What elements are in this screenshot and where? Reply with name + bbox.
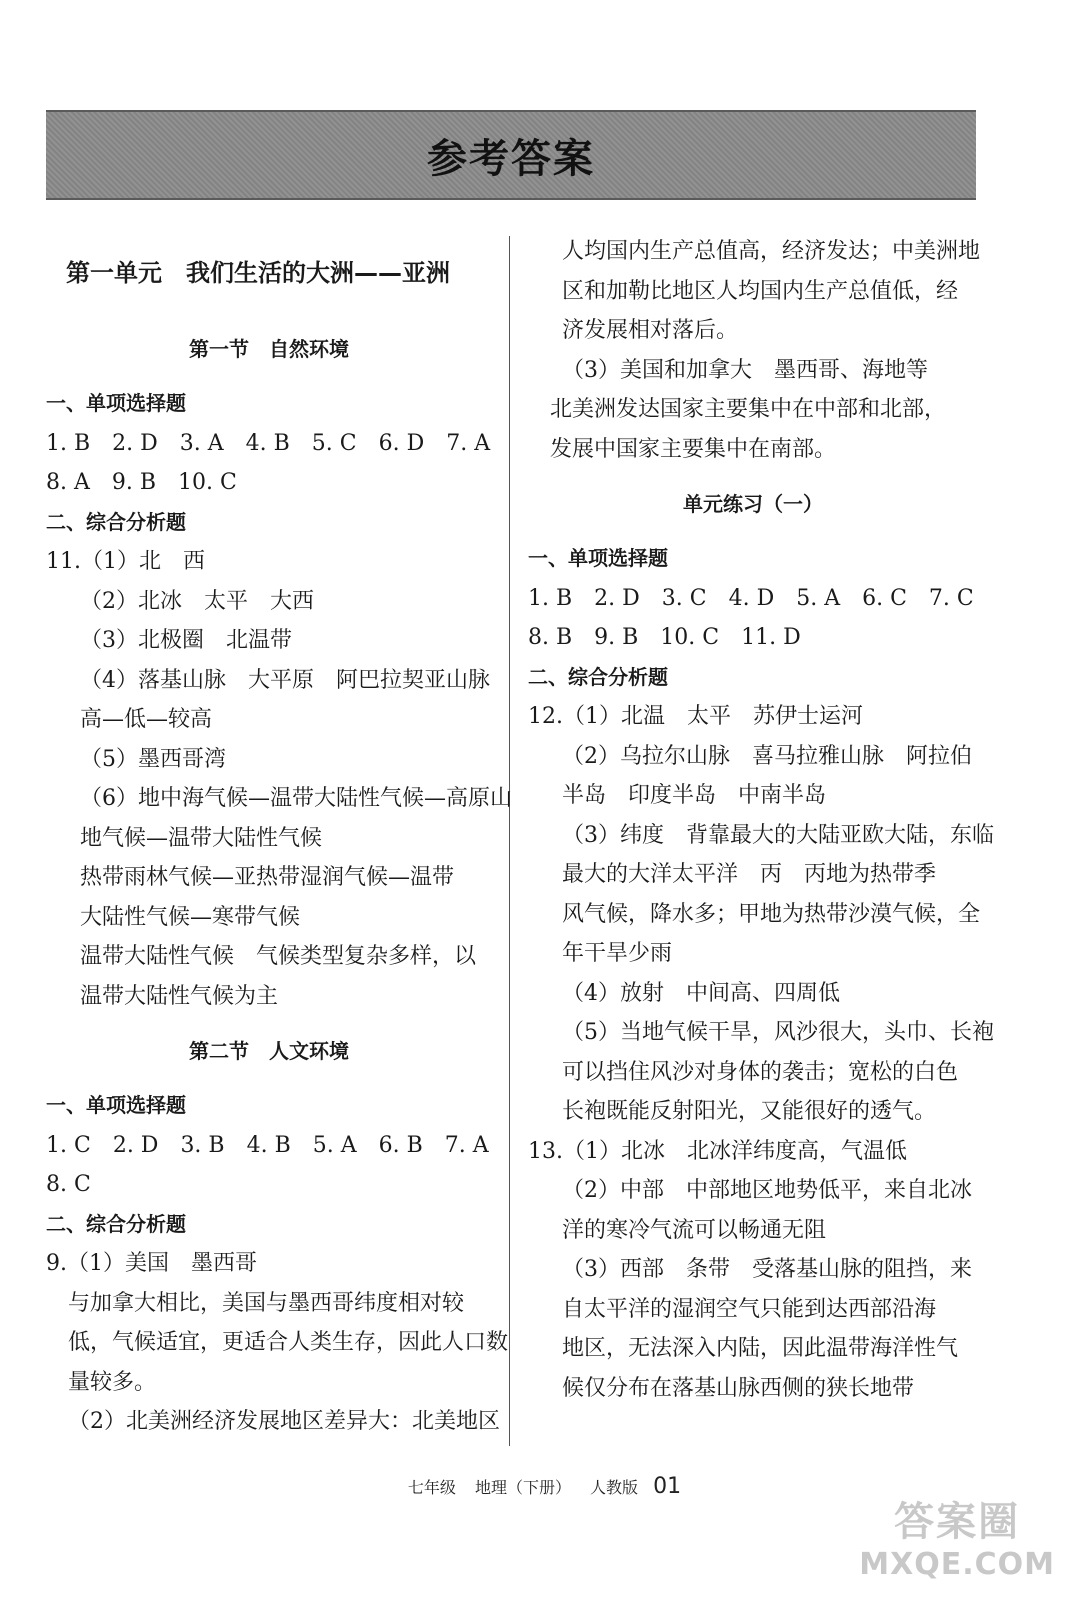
right-column (528, 232, 994, 1408)
unit-title: 第一单元 我们生活的大洲——亚洲 (66, 259, 450, 287)
answer-line: （2）中部 中部地区地势低平，来自北冰 (562, 1178, 972, 1203)
answer-line: （2）北美洲经济发展地区差异大：北美地区 (68, 1409, 500, 1434)
answer-line: （4）落基山脉 大平原 阿巴拉契亚山脉 (80, 667, 490, 693)
watermark-cn: 答案圈 (894, 1499, 1021, 1545)
answer-line: 温带大陆性气候 气候类型复杂多样，以 (80, 944, 477, 969)
footer-grade: 七年级 (407, 1478, 456, 1497)
answer-line: 1. B 2. D 3. A 4. B 5. C 6. D 7. A (46, 430, 491, 456)
answer-line: 区和加勒比地区人均国内生产总值低，经 (562, 278, 959, 304)
answer-line: （2）北冰 太平 大西 (80, 588, 314, 614)
answer-line: （2）乌拉尔山脉 喜马拉雅山脉 阿拉伯 (562, 743, 972, 769)
answer-line: （3）西部 条带 受落基山脉的阻挡，来 (562, 1257, 972, 1282)
left-column (46, 232, 512, 1442)
question-type-heading: 一、单项选择题 (528, 546, 668, 570)
answer-line: 8. C (46, 1172, 91, 1197)
answer-line: 北美洲发达国家主要集中在中部和北部， (550, 397, 947, 422)
answer-line: （3）美国和加拿大 墨西哥、海地等 (562, 357, 928, 383)
answer-line: 半岛 印度半岛 中南半岛 (562, 783, 827, 808)
answer-line: 长袍既能反射阳光，又能很好的透气。 (562, 1099, 937, 1124)
answer-line: 8. A 9. B 10. C (46, 470, 237, 495)
answer-line: 温带大陆性气候为主 (80, 983, 279, 1009)
answer-line: 候仅分布在落基山脉西侧的狭长地带 (562, 1375, 915, 1401)
answer-line: （5）当地气候干旱，风沙很大，头巾、长袍 (562, 1020, 994, 1045)
answer-line: 11.（1）北 西 (46, 549, 205, 574)
footer-edition: 人教版 (590, 1478, 639, 1497)
answer-line: 12.（1）北温 太平 苏伊士运河 (528, 704, 863, 729)
section-title-natural: 第一节 自然环境 (189, 337, 349, 361)
answer-line: 可以挡住风沙对身体的袭击；宽松的白色 (562, 1059, 959, 1085)
page-number: 01 (653, 1474, 682, 1499)
answer-line: 发展中国家主要集中在南部。 (550, 436, 837, 462)
answer-line: 8. B 9. B 10. C 11. D (528, 625, 801, 650)
answer-line: 大陆性气候—寒带气候 (80, 904, 301, 930)
answer-line: （5）墨西哥湾 (80, 746, 226, 772)
answer-line: 洋的寒冷气流可以畅通无阻 (562, 1217, 827, 1243)
answer-line: 1. C 2. D 3. B 4. B 5. A 6. B 7. A (46, 1132, 489, 1158)
section-title-unit-exercise: 单元练习（一） (683, 492, 823, 516)
question-type-heading: 二、综合分析题 (46, 509, 186, 534)
site-watermark (859, 1490, 1055, 1582)
banner-title: 参考答案 (427, 135, 595, 182)
answer-line: 地气候—温带大陆性气候 (80, 825, 323, 851)
answer-line: 自太平洋的湿润空气只能到达西部沿海 (562, 1296, 937, 1322)
answer-line: 人均国内生产总值高，经济发达；中美洲地 (562, 239, 981, 264)
question-type-heading: 一、单项选择题 (46, 1093, 186, 1117)
answer-line: 量较多。 (68, 1369, 157, 1395)
answer-line: 最大的大洋太平洋 丙 丙地为热带季 (562, 862, 937, 887)
section-title-human: 第二节 人文环境 (189, 1039, 349, 1063)
answer-line: 热带雨林气候—亚热带湿润气候—温带 (80, 865, 455, 890)
answer-line: 年干旱少雨 (562, 941, 673, 966)
answer-line: 高—低—较高 (80, 707, 213, 732)
answer-line: （4）放射 中间高、四周低 (562, 980, 840, 1006)
answer-line: 地区，无法深入内陆，因此温带海洋性气 (562, 1336, 959, 1361)
answer-banner (46, 110, 976, 200)
question-type-heading: 一、单项选择题 (46, 391, 186, 415)
answer-line: 风气候，降水多；甲地为热带沙漠气候，全 (562, 901, 981, 927)
watermark-en: MXQE.COM (859, 1547, 1055, 1582)
question-type-heading: 二、综合分析题 (528, 664, 668, 689)
answer-line: 9.（1）美国 墨西哥 (46, 1251, 257, 1276)
answer-line: 13.（1）北冰 北冰洋纬度高，气温低 (528, 1138, 907, 1164)
footer-subject: 地理（下册） (474, 1478, 571, 1497)
answer-line: 济发展相对落后。 (562, 318, 739, 343)
answer-line: （3）北极圈 北温带 (80, 628, 292, 653)
question-type-heading: 二、综合分析题 (46, 1211, 186, 1236)
answer-line: 与加拿大相比，美国与墨西哥纬度相对较 (68, 1290, 465, 1316)
column-divider (509, 236, 510, 1446)
answer-line: （3）纬度 背靠最大的大陆亚欧大陆，东临 (562, 822, 994, 848)
answer-line: 1. B 2. D 3. C 4. D 5. A 6. C 7. C (528, 585, 974, 611)
answer-line: 低，气候适宜，更适合人类生存，因此人口数 (68, 1330, 509, 1355)
answer-line: （6）地中海气候—温带大陆性气候—高原山 (80, 786, 512, 811)
